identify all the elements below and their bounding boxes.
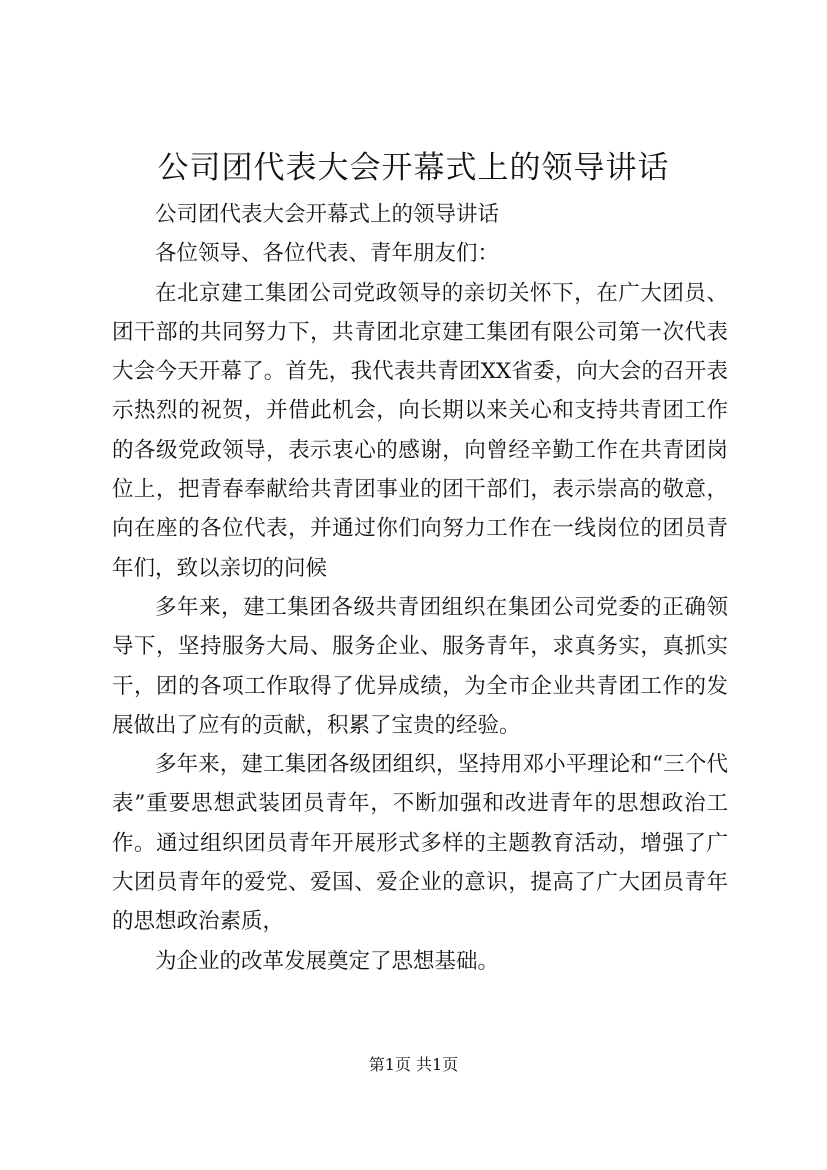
document-body <box>112 195 728 981</box>
paragraph: 多年来，建工集团各级共青团组织在集团公司党委的正确领导下，坚持服务大局、服务企业、服务青年，求真务实，真抓实干，团的各项工作取得了优异成绩，为全市企业共青团工作的发展做出了应有的贡献，积累了宝贵的经验。 <box>112 594 728 738</box>
paragraph: 为企业的改革发展奠定了思想基础。 <box>155 948 500 974</box>
paragraph: 多年来，建工集团各级团组织，坚持用邓小平理论和“三个代表”重要思想武装团员青年，不断加强和改进青年的思想政治工作。通过组织团员青年开展形式多样的主题教育活动，增强了广大团员青年的爱党、爱国、爱企业的意识，提高了广大团员青年的思想政治素质， <box>112 752 728 935</box>
page-footer: 第1页 共1页 <box>368 1055 459 1074</box>
paragraph: 各位领导、各位代表、青年朋友们： <box>155 241 500 267</box>
paragraph: 公司团代表大会开幕式上的领导讲话 <box>155 202 500 227</box>
document-title: 公司团代表大会开幕式上的领导讲话 <box>157 150 670 186</box>
paragraph: 在北京建工集团公司党政领导的亲切关怀下，在广大团员、团干部的共同努力下，共青团北京建工集团有限公司第一次代表大会今天开幕了。首先，我代表共青团XX省委，向大会的召开表示热烈的祝贺，并借此机会，向长期以来关心和支持共青团工作的各级党政领导，表示衷心的感谢，向曾经辛勤工作在共青团岗位上，把青春奉献给共青团事业的团干部们，表示崇高的敬意，向在座的各位代表，并通过你们向努力工作在一线岗位的团员青年们，致以亲切的问候 <box>112 280 728 581</box>
